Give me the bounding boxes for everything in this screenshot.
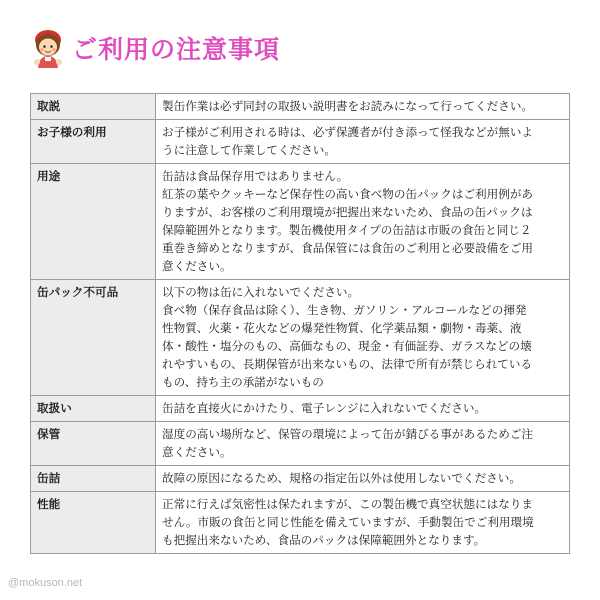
row-label: お子様の利用 [31, 120, 156, 164]
row-text [156, 94, 570, 120]
notes-table [30, 93, 570, 554]
row-text-line: 湿度の高い場所など、保管の環境によって缶が錆びる事があるためご注 [162, 427, 534, 441]
watermark: @mokuson.net [8, 577, 83, 589]
table-row [31, 396, 570, 422]
page-header [30, 26, 280, 70]
row-text-line: せん。市販の食缶と同じ性能を備えていますが、手動製缶でご利用環境 [162, 515, 534, 529]
row-text-line: も把握出来ないため、食品のパックは保障範囲外となります。 [162, 533, 486, 547]
page-title: ご利用の注意事項 [72, 35, 281, 64]
row-text [156, 164, 570, 280]
table-row [31, 94, 570, 120]
row-text-line: うに注意して作業してください。 [162, 143, 336, 157]
row-text-line: 食べ物（保存食品は除く）、生き物、ガソリン・アルコールなどの揮発 [162, 303, 527, 317]
row-text-line: 性物質、火薬・花火などの爆発性物質、化学薬品類・劇物・毒薬、液 [162, 321, 522, 335]
table-row [31, 492, 570, 554]
row-label: 缶パック不可品 [31, 280, 156, 396]
table-row [31, 280, 570, 396]
row-text-line: 意ください。 [162, 445, 232, 459]
row-text [156, 396, 570, 422]
row-text-line: 重巻き締めとなりますが、食品保管には食缶のご利用と必要設備をご用 [162, 241, 534, 255]
row-text-line: お子様がご利用される時は、必ず保護者が付き添って怪我などが無いよ [162, 125, 534, 139]
row-text-line: 缶詰を直接火にかけたり、電子レンジに入れないでください。 [162, 401, 487, 415]
row-text-line: 紅茶の葉やクッキーなど保存性の高い食べ物の缶パックはご利用例があ [162, 187, 534, 201]
row-label: 用途 [31, 164, 156, 280]
row-label: 缶詰 [31, 466, 156, 492]
row-label: 保管 [31, 422, 156, 466]
row-label: 性能 [31, 492, 156, 554]
row-text [156, 120, 570, 164]
row-text [156, 492, 570, 554]
table-row [31, 422, 570, 466]
row-text-line: りますが、お客様のご利用環境が把握出来ないため、食品の缶パックは [162, 205, 533, 219]
row-text [156, 466, 570, 492]
table-row [31, 466, 570, 492]
row-label: 取説 [31, 94, 156, 120]
row-text-line: 意ください。 [162, 259, 232, 273]
row-text-line: 製缶作業は必ず同封の取扱い説明書をお読みになって行ってください。 [162, 99, 534, 113]
row-text-line: 保障範囲外となります。製缶機使用タイプの缶詰は市販の食缶と同じ２ [162, 223, 532, 237]
row-text-line: 缶詰は食品保存用ではありません。 [162, 169, 349, 183]
row-text-line: 以下の物は缶に入れないでください。 [162, 285, 360, 299]
row-text [156, 422, 570, 466]
row-text-line: 故障の原因になるため、規格の指定缶以外は使用しないでください。 [162, 471, 521, 485]
row-text-line: もの、持ち主の承諾がないもの [162, 375, 324, 389]
table-row [31, 164, 570, 280]
row-text-line: 体・酸性・塩分のもの、高価なもの、現金・有価証券、ガラスなどの壊 [162, 339, 532, 353]
row-label: 取扱い [31, 396, 156, 422]
row-text [156, 280, 570, 396]
table-row [31, 120, 570, 164]
row-text-line: れやすいもの、長期保管が出来ないもの、法律で所有が禁じられている [162, 357, 533, 371]
girl-mascot-icon [30, 28, 66, 68]
row-text-line: 正常に行えば気密性は保たれますが、この製缶機で真空状態にはなりま [162, 497, 534, 511]
